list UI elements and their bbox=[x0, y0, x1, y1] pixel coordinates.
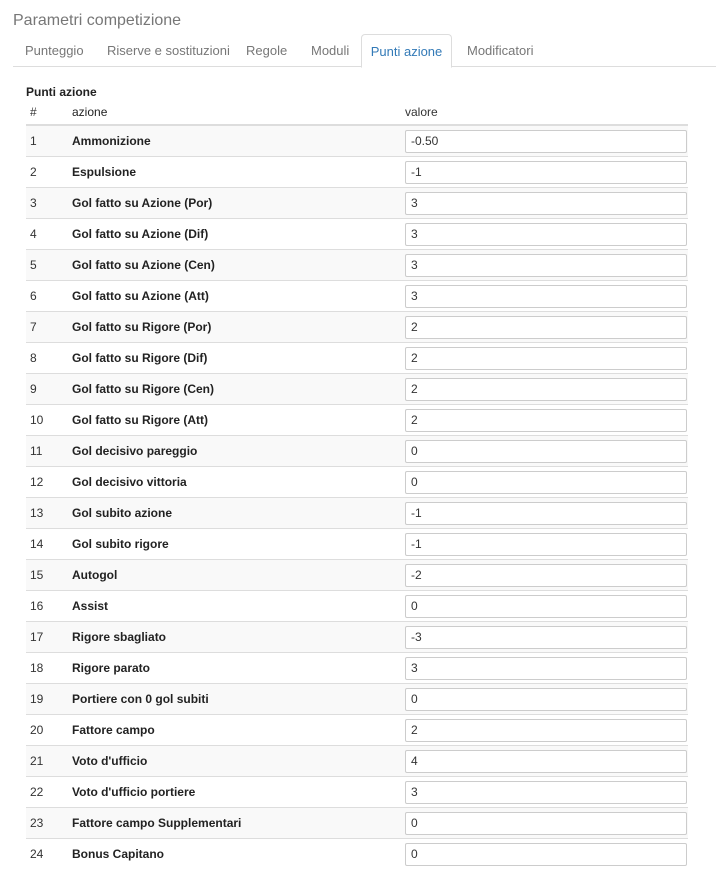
table-row bbox=[26, 250, 688, 281]
action-value-input[interactable] bbox=[405, 626, 687, 649]
action-value-input[interactable] bbox=[405, 750, 687, 773]
value-cell bbox=[405, 777, 688, 808]
action-label: Portiere con 0 gol subiti bbox=[72, 684, 405, 715]
action-label: Fattore campo bbox=[72, 715, 405, 746]
action-value-input[interactable] bbox=[405, 440, 687, 463]
row-number: 8 bbox=[26, 343, 72, 374]
action-label: Gol decisivo pareggio bbox=[72, 436, 405, 467]
table-row bbox=[26, 467, 688, 498]
action-value-input[interactable] bbox=[405, 285, 687, 308]
action-value-input[interactable] bbox=[405, 254, 687, 277]
value-cell bbox=[405, 219, 688, 250]
section-title: Punti azione bbox=[26, 85, 97, 99]
action-value-input[interactable] bbox=[405, 192, 687, 215]
table-row bbox=[26, 560, 688, 591]
row-number: 7 bbox=[26, 312, 72, 343]
action-value-input[interactable] bbox=[405, 223, 687, 246]
action-value-input[interactable] bbox=[405, 378, 687, 401]
value-cell bbox=[405, 529, 688, 560]
value-cell bbox=[405, 622, 688, 653]
row-number: 15 bbox=[26, 560, 72, 591]
action-label: Gol fatto su Rigore (Por) bbox=[72, 312, 405, 343]
header-value: valore bbox=[405, 100, 688, 125]
action-value-input[interactable] bbox=[405, 564, 687, 587]
action-label: Gol fatto su Rigore (Att) bbox=[72, 405, 405, 436]
row-number: 14 bbox=[26, 529, 72, 560]
action-label: Gol fatto su Azione (Por) bbox=[72, 188, 405, 219]
table-row bbox=[26, 281, 688, 312]
action-label: Rigore sbagliato bbox=[72, 622, 405, 653]
table-row bbox=[26, 684, 688, 715]
value-cell bbox=[405, 157, 688, 188]
table-row bbox=[26, 591, 688, 622]
row-number: 13 bbox=[26, 498, 72, 529]
value-cell bbox=[405, 715, 688, 746]
table-row bbox=[26, 839, 688, 870]
tab-modificatori[interactable]: Modificatori bbox=[467, 43, 534, 58]
value-cell bbox=[405, 746, 688, 777]
value-cell bbox=[405, 281, 688, 312]
row-number: 1 bbox=[26, 125, 72, 157]
value-cell bbox=[405, 405, 688, 436]
action-label: Gol subito azione bbox=[72, 498, 405, 529]
action-label: Autogol bbox=[72, 560, 405, 591]
action-value-input[interactable] bbox=[405, 812, 687, 835]
value-cell bbox=[405, 467, 688, 498]
action-label: Ammonizione bbox=[72, 125, 405, 157]
action-value-input[interactable] bbox=[405, 161, 687, 184]
table-row bbox=[26, 715, 688, 746]
action-value-input[interactable] bbox=[405, 471, 687, 494]
table-row bbox=[26, 219, 688, 250]
row-number: 10 bbox=[26, 405, 72, 436]
row-number: 23 bbox=[26, 808, 72, 839]
tab-moduli[interactable]: Moduli bbox=[311, 43, 350, 58]
tab-punti-azione[interactable]: Punti azione bbox=[361, 34, 452, 68]
row-number: 2 bbox=[26, 157, 72, 188]
value-cell bbox=[405, 560, 688, 591]
action-value-input[interactable] bbox=[405, 657, 687, 680]
table-row bbox=[26, 808, 688, 839]
action-label: Bonus Capitano bbox=[72, 839, 405, 870]
row-number: 16 bbox=[26, 591, 72, 622]
action-label: Gol decisivo vittoria bbox=[72, 467, 405, 498]
action-value-input[interactable] bbox=[405, 316, 687, 339]
action-value-input[interactable] bbox=[405, 595, 687, 618]
row-number: 17 bbox=[26, 622, 72, 653]
action-value-input[interactable] bbox=[405, 533, 687, 556]
tab-bar bbox=[13, 34, 716, 67]
value-cell bbox=[405, 125, 688, 157]
action-label: Gol fatto su Rigore (Dif) bbox=[72, 343, 405, 374]
action-value-input[interactable] bbox=[405, 347, 687, 370]
table-row bbox=[26, 622, 688, 653]
row-number: 20 bbox=[26, 715, 72, 746]
action-label: Voto d'ufficio portiere bbox=[72, 777, 405, 808]
tab-punteggio[interactable]: Punteggio bbox=[25, 43, 84, 58]
action-value-input[interactable] bbox=[405, 843, 687, 866]
action-label: Gol fatto su Azione (Att) bbox=[72, 281, 405, 312]
value-cell bbox=[405, 343, 688, 374]
action-value-input[interactable] bbox=[405, 781, 687, 804]
value-cell bbox=[405, 808, 688, 839]
table-row bbox=[26, 653, 688, 684]
table-row bbox=[26, 529, 688, 560]
value-cell bbox=[405, 498, 688, 529]
row-number: 21 bbox=[26, 746, 72, 777]
header-action: azione bbox=[72, 100, 405, 125]
value-cell bbox=[405, 653, 688, 684]
action-value-input[interactable] bbox=[405, 502, 687, 525]
table-row bbox=[26, 157, 688, 188]
row-number: 9 bbox=[26, 374, 72, 405]
table-header-row bbox=[26, 100, 688, 125]
value-cell bbox=[405, 188, 688, 219]
row-number: 22 bbox=[26, 777, 72, 808]
action-label: Rigore parato bbox=[72, 653, 405, 684]
points-table bbox=[26, 100, 688, 869]
tab-riserve-e-sostituzioni[interactable]: Riserve e sostituzioni bbox=[107, 43, 230, 58]
table-row bbox=[26, 125, 688, 157]
table-row bbox=[26, 746, 688, 777]
table-row bbox=[26, 188, 688, 219]
row-number: 3 bbox=[26, 188, 72, 219]
row-number: 19 bbox=[26, 684, 72, 715]
row-number: 24 bbox=[26, 839, 72, 870]
table-row bbox=[26, 777, 688, 808]
action-label: Gol fatto su Azione (Cen) bbox=[72, 250, 405, 281]
tab-regole[interactable]: Regole bbox=[246, 43, 288, 58]
table-row bbox=[26, 374, 688, 405]
header-num: # bbox=[26, 100, 72, 125]
row-number: 5 bbox=[26, 250, 72, 281]
value-cell bbox=[405, 436, 688, 467]
table-row bbox=[26, 312, 688, 343]
action-label: Espulsione bbox=[72, 157, 405, 188]
page-title: Parametri competizione bbox=[13, 12, 182, 29]
table-row bbox=[26, 343, 688, 374]
action-value-input[interactable] bbox=[405, 409, 687, 432]
action-value-input[interactable] bbox=[405, 719, 687, 742]
action-label: Voto d'ufficio bbox=[72, 746, 405, 777]
action-label: Gol fatto su Rigore (Cen) bbox=[72, 374, 405, 405]
row-number: 4 bbox=[26, 219, 72, 250]
action-label: Gol fatto su Azione (Dif) bbox=[72, 219, 405, 250]
table-row bbox=[26, 405, 688, 436]
value-cell bbox=[405, 374, 688, 405]
table-row bbox=[26, 436, 688, 467]
value-cell bbox=[405, 312, 688, 343]
value-cell bbox=[405, 684, 688, 715]
action-label: Fattore campo Supplementari bbox=[72, 808, 405, 839]
row-number: 6 bbox=[26, 281, 72, 312]
value-cell bbox=[405, 250, 688, 281]
row-number: 18 bbox=[26, 653, 72, 684]
action-value-input[interactable] bbox=[405, 130, 687, 153]
action-label: Assist bbox=[72, 591, 405, 622]
table-row bbox=[26, 498, 688, 529]
action-label: Gol subito rigore bbox=[72, 529, 405, 560]
row-number: 12 bbox=[26, 467, 72, 498]
value-cell bbox=[405, 591, 688, 622]
action-value-input[interactable] bbox=[405, 688, 687, 711]
value-cell bbox=[405, 839, 688, 870]
row-number: 11 bbox=[26, 436, 72, 467]
